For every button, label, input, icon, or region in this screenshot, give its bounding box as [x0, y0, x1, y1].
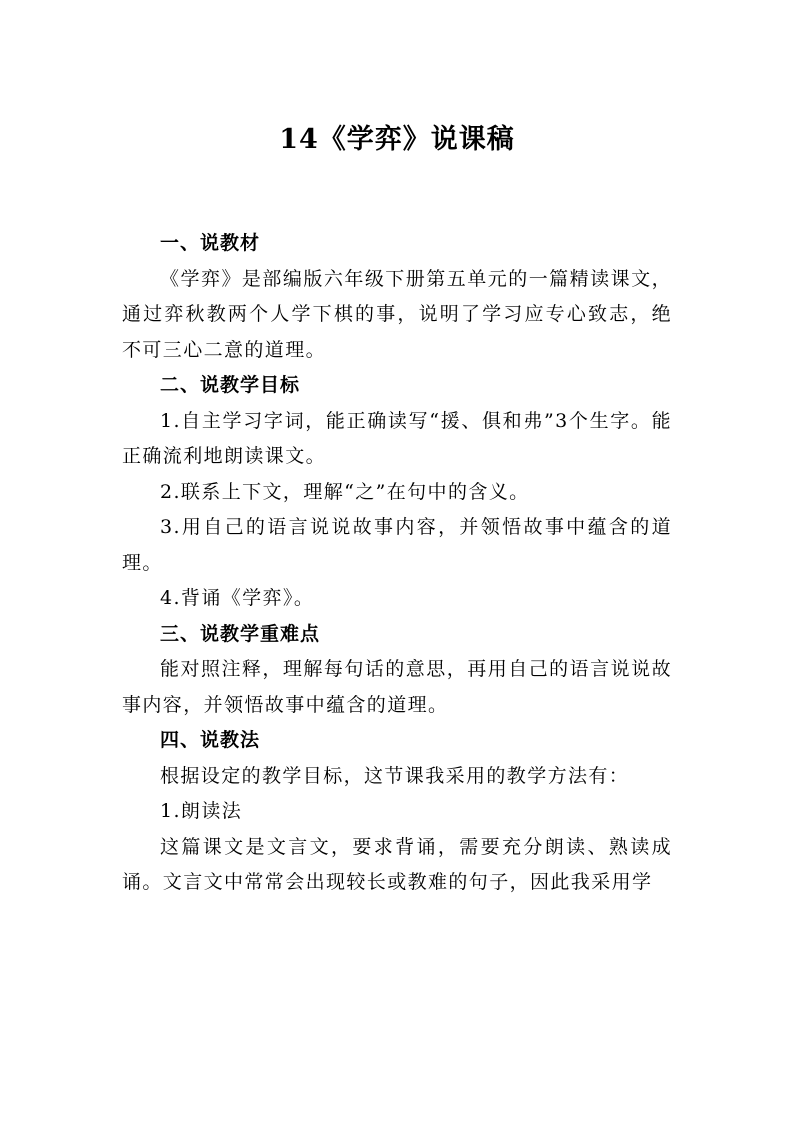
section-heading-teaching-goals: 二、说教学目标: [160, 374, 301, 396]
section-heading-teaching-methods: 四、说教法: [160, 729, 261, 751]
paragraph: 3.用自己的语言说说故事内容，并领悟故事中蕴含的道理。: [122, 516, 672, 574]
paragraph: 2.联系上下文，理解“之”在句中的含义。: [160, 480, 530, 503]
paragraph: 根据设定的教学目标，这节课我采用的教学方法有：: [160, 764, 630, 787]
paragraph: 4.背诵《学弈》。: [160, 587, 315, 609]
section-heading-teaching-material: 一、说教材: [160, 232, 261, 254]
paragraph: 1.朗读法: [160, 800, 243, 822]
document-title: 14《学弈》说课稿: [279, 124, 515, 155]
document-body: [122, 226, 672, 901]
paragraph: 1.自主学习字词，能正确读写“援、俱和弗”3个生字。能正确流利地朗读课文。: [122, 409, 672, 467]
paragraph: 《学弈》是部编版六年级下册第五单元的一篇精读课文，通过弈秋教两个人学下棋的事，说明了学习应专心致志，绝不可三心二意的道理。: [122, 267, 672, 361]
paragraph: 能对照注释，理解每句话的意思，再用自己的语言说说故事内容，并领悟故事中蕴含的道理。: [122, 658, 672, 716]
paragraph: 这篇课文是文言文，要求背诵，需要充分朗读、熟读成诵。文言文中常常会出现较长或教难的句子，因此我采用学: [122, 835, 672, 893]
section-heading-key-difficulties: 三、说教学重难点: [160, 622, 321, 645]
